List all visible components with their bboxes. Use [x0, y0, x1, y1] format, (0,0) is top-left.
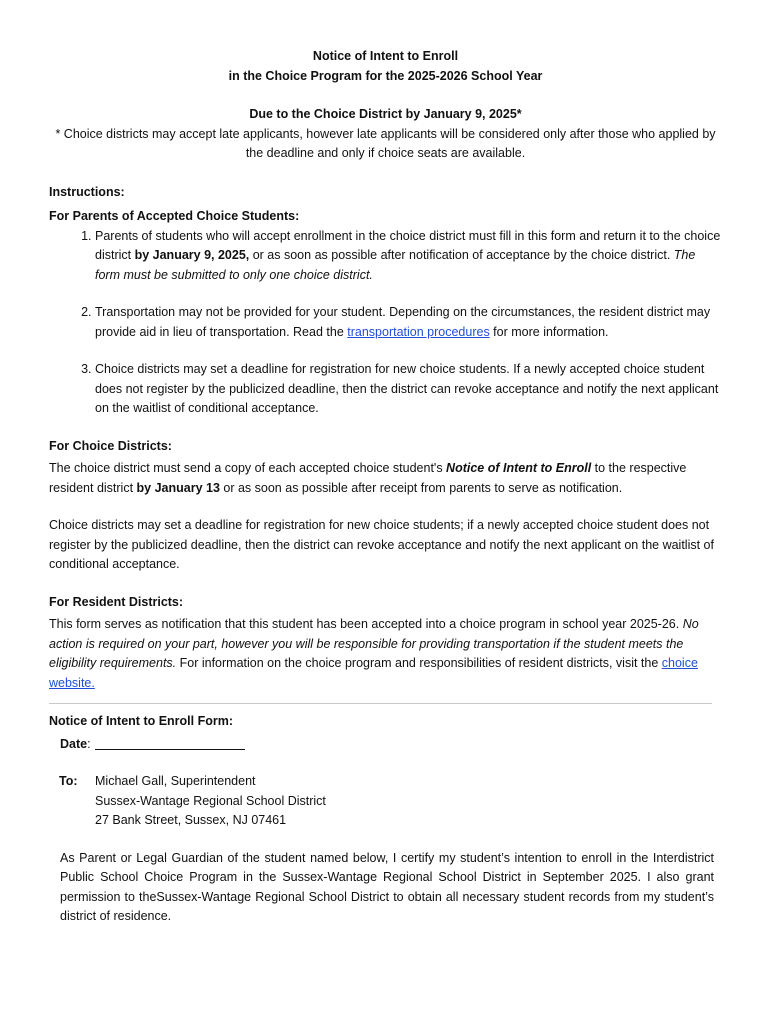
date-blank-field[interactable] [95, 735, 245, 750]
choice-p1-form-name: Notice of Intent to Enroll [446, 461, 592, 475]
date-label: Date [60, 736, 88, 751]
instruction-item-1 [95, 227, 722, 286]
to-label: To: [59, 774, 78, 788]
recipient-name: Michael Gall, Superintendent [95, 774, 256, 788]
document-header [49, 47, 722, 164]
transportation-procedures-link[interactable]: transportation procedures [347, 324, 490, 339]
parents-instructions-list [49, 227, 722, 419]
parents-heading: For Parents of Accepted Choice Students: [49, 209, 300, 223]
resident-text: This form serves as notification that this student has been accepted into a choice program in school year 2025-26. [49, 617, 683, 631]
due-date-line: Due to the Choice District by January 9, 2025* [249, 107, 522, 121]
choice-p1-text-cont: to the respective resident district [49, 461, 687, 495]
choice-website-link[interactable]: choice website. [49, 656, 698, 690]
recipient-district: Sussex-Wantage Regional School District [95, 793, 326, 808]
instruction-item-3: 3. Choice districts may set a deadline for registration for new choice students. If a newly accepted choice student does not register by the publicized deadline, then the district can revoke acceptance and notify the next applicant on the waitlist of conditional acceptance. [95, 360, 722, 419]
title-line-1: Notice of Intent to Enroll [312, 49, 459, 63]
date-row: Date: [49, 735, 722, 755]
resident-districts-heading: For Resident Districts: [49, 594, 184, 609]
title-line-2: in the Choice Program for the 2025-2026 School Year [228, 68, 543, 83]
choice-districts-heading: For Choice Districts: [49, 438, 172, 453]
instruction-item-2 [95, 303, 722, 342]
item1-deadline: by January 9, 2025, [134, 248, 250, 262]
choice-p1-text-end: or as soon as possible after receipt from parents to serve as notification. [219, 480, 623, 495]
certification-paragraph: As Parent or Legal Guardian of the student named below, I certify my student’s intention to enroll in the Interdistrict Public School Choice Program in the Sussex-Wantage Regional School District in September 2025. I also grant permission to theSussex-Wantage Regional School District to obtain all necessary student records from my student’s district of residence. [60, 850, 714, 923]
form-heading: Notice of Intent to Enroll Form: [49, 714, 234, 728]
item1-note: The form must be submitted to only one choice district. [95, 248, 696, 282]
late-applicants-note: * Choice districts may accept late applicants, however late applicants will be considered only after those who applied by the deadline and only if choice seats are available. [55, 126, 716, 160]
choice-p1-deadline: by January 13 [136, 480, 220, 495]
instructions-heading: Instructions: [49, 184, 125, 199]
item1-text: Parents of students who will accept enrollment in the choice district must fill in this form and return it to the choice district [95, 228, 721, 262]
item1-text-cont: or as soon as possible after notification of acceptance by the choice district. [249, 248, 674, 262]
item2-text: Transportation may not be provided for your student. Depending on the circumstances, the resident district may provide aid in lieu of transportation. Read the [95, 305, 711, 339]
section-divider [49, 703, 712, 704]
choice-p1-text: The choice district must send a copy of each accepted choice student's [49, 461, 447, 475]
recipient-street: 27 Bank Street, Sussex, NJ 07461 [95, 813, 287, 827]
resident-districts-paragraph [49, 615, 722, 693]
resident-note: No action is required on your part, however you will be responsible for providing transportation if the student meets the eligibility requirements. [49, 617, 699, 670]
resident-text-cont: For information on the choice program and responsibilities of resident districts, visit the [176, 656, 662, 670]
recipient-address [95, 772, 326, 831]
item2-text-cont: for more information. [489, 324, 609, 339]
choice-districts-paragraph-1 [49, 459, 722, 498]
choice-districts-paragraph-2: Choice districts may set a deadline for registration for new choice students; if a newly accepted choice student does not register by the publicized deadline, then the district can revoke acceptance and notify the next applicant on the waitlist of conditional acceptance. [49, 518, 714, 571]
recipient-block [49, 772, 722, 831]
